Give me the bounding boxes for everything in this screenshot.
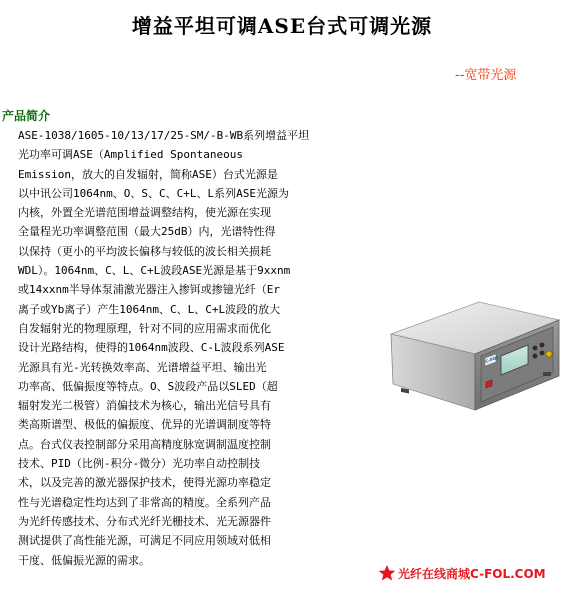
intro-line: 术，以及完善的激光器保护技术，使得光源功率稳定 (18, 476, 271, 490)
intro-line: 技术、PID（比例-积分-微分）光功率自动控制技 (18, 457, 261, 471)
star-icon (378, 564, 396, 582)
intro-line: WDL）。1064nm、C、L、C+L波段ASE光源是基于9xxnm (18, 264, 291, 278)
device-logo-label: C-FOL (484, 354, 500, 364)
watermark-text: 光纤在线商城C-FOL.COM (398, 566, 546, 581)
intro-paragraph (18, 126, 310, 570)
intro-line: 光功率可调ASE（Amplified Spontaneous (18, 148, 243, 162)
intro-line: 点。台式仪表控制部分采用高精度脉宽调制温度控制 (18, 437, 271, 451)
intro-line: 为光纤传感技术、分布式光纤光栅技术、光无源器件 (18, 514, 271, 528)
intro-line: 功率高、低偏振度等特点。O、S波段产品以SLED（超 (18, 379, 278, 393)
intro-line: 测试提供了高性能光源，可满足不同应用领域对低相 (18, 534, 271, 548)
intro-line: 自发辐射光的物理原理，针对不同的应用需求而优化 (18, 321, 271, 335)
intro-line: 离子或Yb离子）产生1064nm、C、L、C+L波段的放大 (18, 302, 281, 316)
section-heading-intro: 产品简介 (2, 109, 51, 123)
intro-line: 全量程光功率调整范围（最大25dB）内，光谱特性得 (18, 225, 276, 239)
intro-line: 辐射发光二极管）消偏技术为核心，输出光信号具有 (18, 399, 271, 413)
intro-line: 以中讯公司1064nm、O、S、C、C+L、L系列ASE光源为 (18, 186, 289, 200)
intro-line: 干度、低偏振光源的需求。 (18, 553, 150, 567)
intro-line: 内核，外置全光谱范围增益调整结构，使光源在实现 (18, 206, 271, 220)
benchtop-light-source-device-icon (383, 298, 561, 414)
intro-line: 以保持（更小的平均波长偏移与较低的波长相关损耗 (18, 244, 271, 258)
intro-line: 设计光路结构，使得的1064nm波段、C-L波段系列ASE (18, 341, 285, 355)
product-image (383, 298, 561, 414)
intro-line: Emission，放大的自发辐射，简称ASE）台式光源是 (18, 167, 278, 181)
page-subtitle: --宽带光源 (455, 68, 517, 83)
intro-line: ASE-1038/1605-10/13/17/25-SM/-B-WB系列增益平坦 (18, 129, 310, 142)
watermark (378, 560, 564, 586)
intro-line: 性与光谱稳定性均达到了非常高的精度。全系列产品 (18, 495, 271, 509)
intro-line: 光源具有光-光转换效率高、光谱增益平坦、输出光 (18, 360, 267, 374)
intro-line: 类高斯谱型、极低的偏振度、优异的光谱调制度等特 (18, 418, 271, 432)
page-title: 增益平坦可调ASE台式可调光源 (131, 14, 433, 38)
intro-line: 或14xxnm半导体泵浦激光器注入掺铒或掺镱光纤（Er (18, 283, 280, 297)
